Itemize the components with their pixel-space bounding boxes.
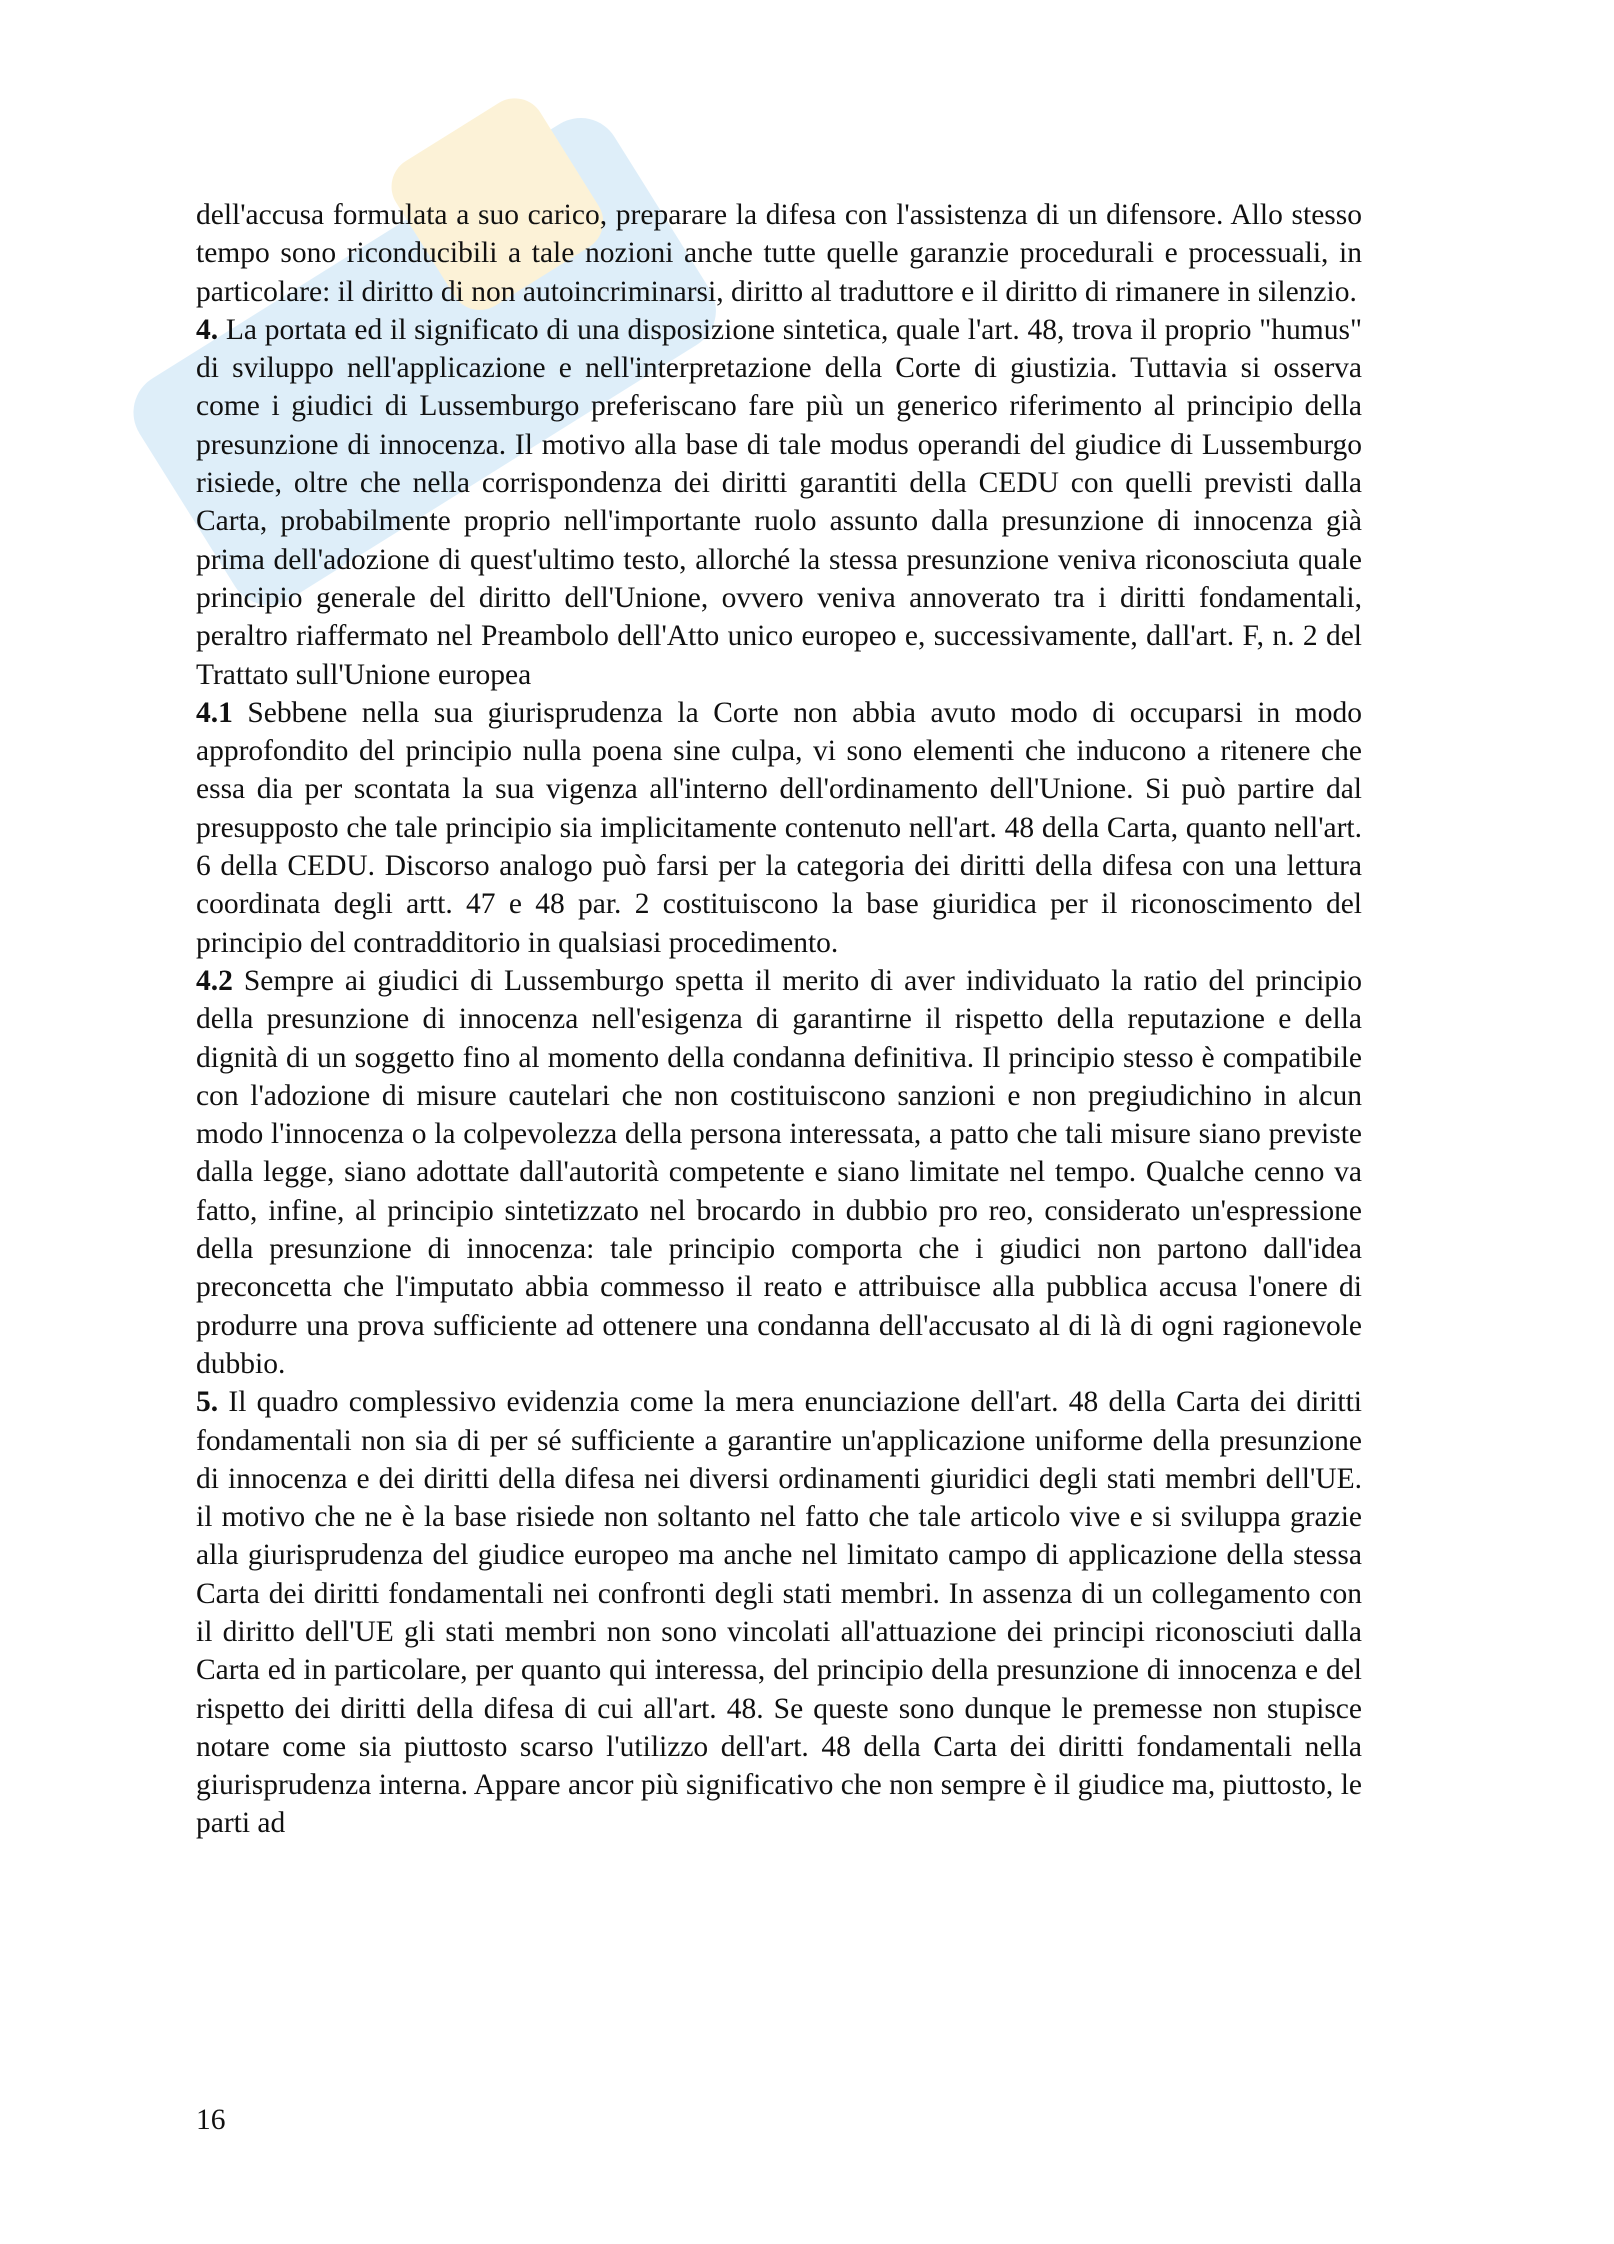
section-number: 4.1 bbox=[196, 696, 233, 729]
paragraph bbox=[196, 694, 1362, 962]
page-number: 16 bbox=[196, 2104, 226, 2136]
paragraph bbox=[196, 1383, 1362, 1843]
section-number: 4. bbox=[196, 313, 219, 346]
paragraph-text: Sempre ai giudici di Lussemburgo spetta il merito di aver individuato la ratio del principio della presunzione di innocenza nell'esigenza di garantirne il rispetto della reputazione e della dignità di un soggetto fino al momento della condanna definitiva. Il principio stesso è compatibile con l'adozione di misure cautelari che non costituiscono sanzioni e non pregiudichino in alcun modo l'innocenza o la colpevolezza della persona interessata, a patto che tali misure siano previste dalla legge, siano adottate dall'autorità competente e siano limitate nel tempo. Qualche cenno va fatto, infine, al principio sintetizzato nel brocardo in dubbio pro reo, considerato un'espressione della presunzione di innocenza: tale principio comporta che i giudici non partono dall'idea preconcetta che l'imputato abbia commesso il reato e attribuisce alla pubblica accusa l'onere di produrre una prova sufficiente ad ottenere una condanna dell'accusato al di là di ogni ragionevole dubbio. bbox=[196, 964, 1362, 1380]
paragraph-text: Il quadro complessivo evidenzia come la mera enunciazione dell'art. 48 della Carta dei diritti fondamentali non sia di per sé sufficiente a garantire un'applicazione uniforme della presunzione di innocenza e dei diritti della difesa nei diversi ordinamenti giuridici degli stati membri dell'UE. il motivo che ne è la base risiede non soltanto nel fatto che tale articolo vive e si sviluppa grazie alla giurisprudenza del giudice europeo ma anche nel limitato campo di applicazione della stessa Carta dei diritti fondamentali nei confronti degli stati membri. In assenza di un collegamento con il diritto dell'UE gli stati membri non sono vincolati all'attuazione dei principi riconosciuti dalla Carta ed in particolare, per quanto qui interessa, del principio della presunzione di innocenza e del rispetto dei diritti della difesa di cui all'art. 48. Se queste sono dunque le premesse non stupisce notare come sia piuttosto scarso l'utilizzo dell'art. 48 della Carta dei diritti fondamentali nella giurisprudenza interna. Appare ancor più significativo che non sempre è il giudice ma, piuttosto, le parti ad bbox=[196, 1386, 1362, 1840]
paragraph bbox=[196, 311, 1362, 694]
section-number: 5. bbox=[196, 1386, 219, 1419]
body-text bbox=[196, 196, 1362, 1843]
paragraph-text: Sebbene nella sua giurisprudenza la Corte non abbia avuto modo di occuparsi in modo approfondito del principio nulla poena sine culpa, vi sono elementi che inducono a ritenere che essa dia per scontata la sua vigenza all'interno dell'ordinamento dell'Unione. Si può partire dal presupposto che tale principio sia implicitamente contenuto nell'art. 48 della Carta, quanto nell'art. 6 della CEDU. Discorso analogo può farsi per la categoria dei diritti della difesa con una lettura coordinata degli artt. 47 e 48 par. 2 costituiscono la base giuridica per il riconoscimento del principio del contradditorio in qualsiasi procedimento. bbox=[196, 696, 1362, 959]
paragraph-text: dell'accusa formulata a suo carico, preparare la difesa con l'assistenza di un difensore. Allo stesso tempo sono riconducibili a tale nozioni anche tutte quelle garanzie procedurali e processuali, in particolare: il diritto di non autoincriminarsi, diritto al traduttore e il diritto di rimanere in silenzio. bbox=[196, 199, 1362, 308]
section-number: 4.2 bbox=[196, 964, 233, 997]
paragraph bbox=[196, 962, 1362, 1383]
paragraph-text: La portata ed il significato di una disposizione sintetica, quale l'art. 48, trova il proprio "humus" di sviluppo nell'applicazione e nell'interpretazione della Corte di giustizia. Tuttavia si osserva come i giudici di Lussemburgo preferiscano fare più un generico riferimento al principio della presunzione di innocenza. Il motivo alla base di tale modus operandi del giudice di Lussemburgo risiede, oltre che nella corrispondenza dei diritti garantiti della CEDU con quelli previsti dalla Carta, probabilmente proprio nell'importante ruolo assunto dalla presunzione di innocenza già prima dell'adozione di quest'ultimo testo, allorché la stessa presunzione veniva riconosciuta quale principio generale del diritto dell'Unione, ovvero veniva annoverato tra i diritti fondamentali, peraltro riaffermato nel Preambolo dell'Atto unico europeo e, successivamente, dall'art. F, n. 2 del Trattato sull'Unione europea bbox=[196, 313, 1362, 691]
paragraph bbox=[196, 196, 1362, 311]
